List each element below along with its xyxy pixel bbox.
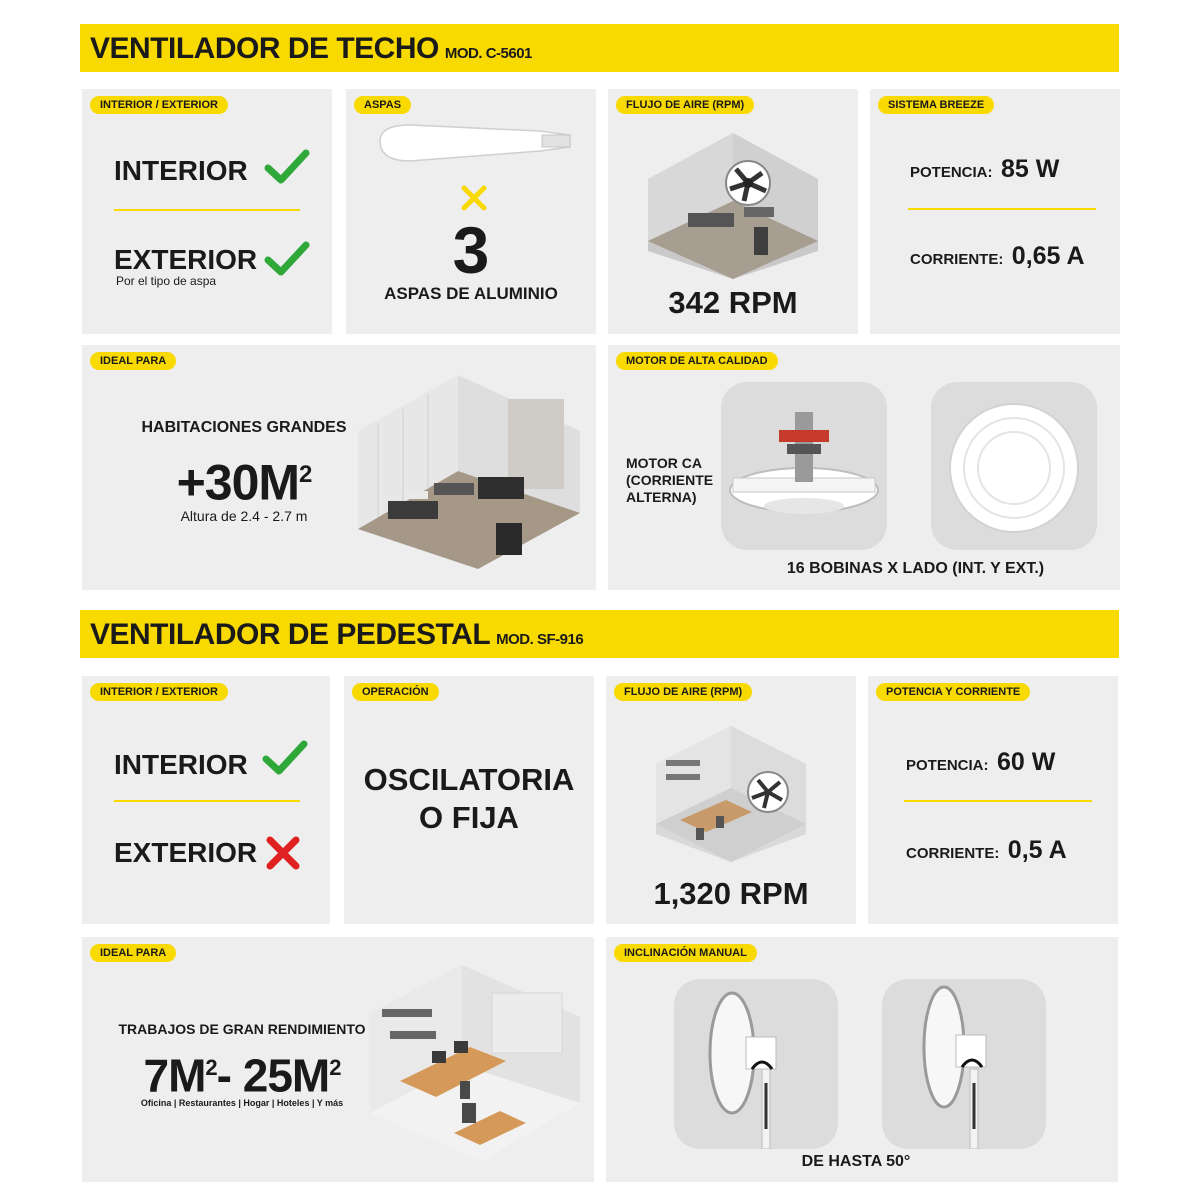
exterior-label: EXTERIOR	[114, 244, 258, 275]
card-tag: IDEAL PARA	[90, 944, 176, 962]
ceiling-blades-card	[346, 89, 596, 334]
pedestal-tilt-card	[606, 937, 1118, 1182]
current-label: CORRIENTE:	[910, 251, 1004, 268]
card-tag: FLUJO DE AIRE (RPM)	[614, 683, 752, 701]
card-tag: INTERIOR / EXTERIOR	[90, 683, 228, 701]
pedestal-operation-card	[344, 676, 594, 924]
check-icon	[264, 241, 310, 277]
tilt-caption: DE HASTA 50°	[801, 1153, 911, 1170]
power-label: POTENCIA:	[906, 757, 989, 774]
motor-plate-photo	[931, 382, 1097, 550]
current-row	[906, 836, 1067, 865]
rpm-value: 342 RPM	[668, 285, 798, 320]
blade-count: 3	[452, 213, 490, 287]
coils-label: 16 BOBINAS X LADO (INT. Y EXT.)	[786, 560, 1045, 577]
power-row	[906, 748, 1055, 777]
ceiling-banner	[80, 24, 1119, 72]
power-label: POTENCIA:	[910, 164, 993, 181]
divider	[114, 800, 300, 802]
times-icon	[459, 183, 489, 213]
pedestal-title: VENTILADOR DE PEDESTAL MOD. SF-916	[90, 618, 584, 651]
area-range: $7M^2-$ $25M^2$	[143, 1049, 341, 1102]
tilt-photo-down	[674, 979, 838, 1149]
card-tag: INTERIOR / EXTERIOR	[90, 96, 228, 114]
pedestal-banner	[80, 610, 1119, 658]
ceiling-model: MOD. C-5601	[444, 45, 532, 62]
interior-label: INTERIOR	[114, 155, 248, 186]
power-value: 85 W	[1000, 155, 1060, 183]
pedestal-model: MOD. SF-916	[496, 631, 584, 648]
divider	[114, 209, 300, 211]
ceiling-motor-card	[608, 345, 1120, 590]
divider	[908, 208, 1096, 210]
room-illustration	[648, 131, 818, 281]
ceiling-ideal-card	[82, 345, 596, 590]
power-value: 60 W	[996, 748, 1056, 776]
pedestal-power-card	[868, 676, 1118, 924]
cross-icon	[265, 835, 301, 871]
ceiling-breeze-card	[870, 89, 1120, 334]
pedestal-use-card	[82, 676, 330, 924]
card-tag: INCLINACIÓN MANUAL	[614, 944, 757, 962]
current-value: 0,65 A	[1011, 242, 1085, 270]
area-value: $+30M^2$	[176, 454, 312, 511]
power-row	[910, 155, 1059, 184]
room-illustration	[358, 373, 580, 571]
blade-image	[370, 117, 580, 173]
card-tag: MOTOR DE ALTA CALIDAD	[616, 352, 778, 370]
check-icon	[264, 149, 310, 185]
card-tag: ASPAS	[354, 96, 411, 114]
ideal-heading: TRABAJOS DE GRAN RENDIMIENTO	[118, 1021, 366, 1037]
card-tag: POTENCIA Y CORRIENTE	[876, 683, 1030, 701]
divider	[904, 800, 1092, 802]
interior-label: INTERIOR	[114, 749, 248, 780]
ceiling-use-card	[82, 89, 332, 334]
current-label: CORRIENTE:	[906, 845, 1000, 862]
current-row	[910, 242, 1085, 271]
tilt-photo-up	[882, 979, 1046, 1149]
check-icon	[262, 740, 308, 776]
office-illustration	[370, 963, 580, 1163]
motor-type: MOTOR CA (CORRIENTE ALTERNA)	[626, 455, 714, 505]
current-value: 0,5 A	[1007, 836, 1067, 864]
rpm-value: 1,320 RPM	[653, 876, 809, 911]
card-tag: OPERACIÓN	[352, 683, 439, 701]
card-tag: SISTEMA BREEZE	[878, 96, 994, 114]
exterior-label: EXTERIOR	[114, 837, 258, 868]
pedestal-airflow-card	[606, 676, 856, 924]
blade-label: ASPAS DE ALUMINIO	[384, 284, 558, 303]
card-tag: IDEAL PARA	[90, 352, 176, 370]
height-note: Altura de 2.4 - 2.7 m	[180, 508, 308, 524]
ideal-heading: HABITACIONES GRANDES	[141, 419, 347, 436]
operation-mode: OSCILATORIA O FIJA	[363, 762, 575, 835]
card-tag: FLUJO DE AIRE (RPM)	[616, 96, 754, 114]
ceiling-title: VENTILADOR DE TECHO MOD. C-5601	[90, 32, 532, 65]
exterior-note: Por el tipo de aspa	[116, 274, 217, 288]
motor-photo	[721, 382, 887, 550]
ceiling-airflow-card	[608, 89, 858, 334]
use-list: Oficina | Restaurantes | Hogar | Hoteles | Y más	[140, 1098, 344, 1108]
pedestal-ideal-card	[82, 937, 594, 1182]
office-illustration	[656, 724, 806, 864]
